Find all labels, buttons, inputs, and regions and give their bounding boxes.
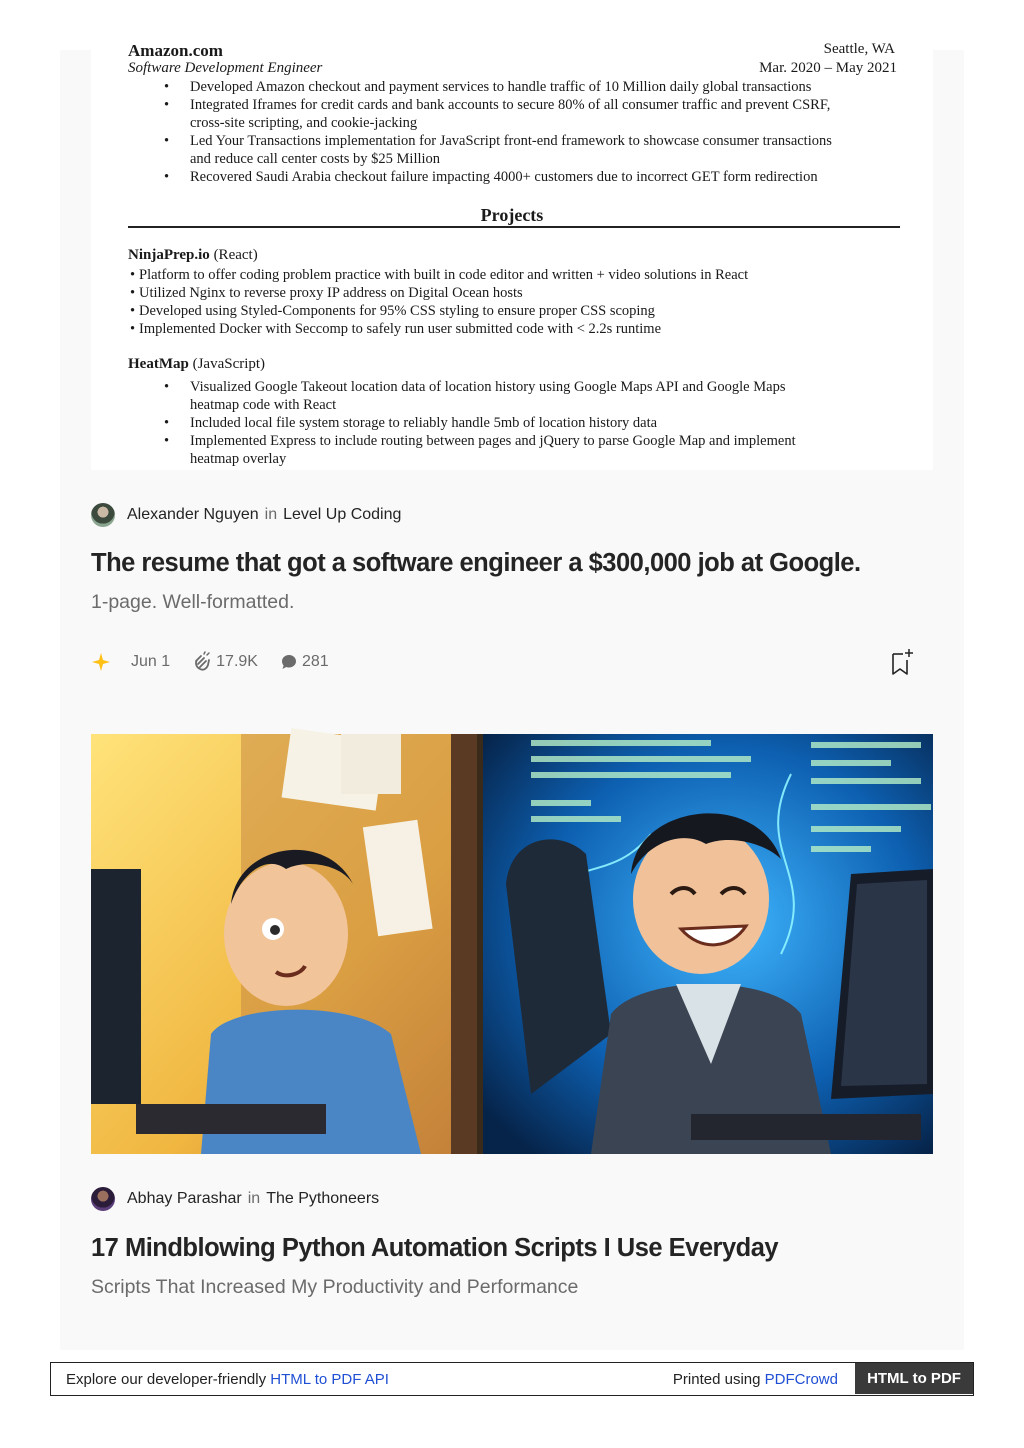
resume-preview-image[interactable] [91,41,933,470]
resume-project-bullets [91,266,933,338]
resume-bullet-continuation: and reduce call center costs by $25 Million [190,151,441,167]
footer-explore-text [66,1371,389,1388]
comment-icon [280,653,298,671]
publication-name[interactable]: Level Up Coding [283,506,402,523]
author-in-text: in [247,1190,261,1207]
author-name[interactable]: Abhay Parashar [127,1190,242,1207]
resume-bullet-continuation: heatmap code with React [190,397,337,413]
resume-bullet: • Implemented Express to include routing between pages and jQuery to parse Google Map and implement [128,432,928,450]
footer-explore-label: Explore our developer-friendly [66,1371,271,1388]
resume-company: Amazon.com [128,41,223,60]
resume-project-title [128,247,258,264]
project-tech: (React) [209,247,258,263]
resume-project-title [128,356,265,373]
article-stats-row [91,650,351,674]
claps-count[interactable] [192,652,258,672]
project-name: HeatMap [128,356,189,372]
clap-icon [192,652,212,672]
member-star-icon [91,652,111,672]
resume-section-heading: Projects [480,205,544,225]
author-name[interactable]: Alexander Nguyen [127,506,259,523]
resume-bullet: • Platform to offer coding problem practice with built in code editor and written + video solutions in React [91,266,933,284]
author-in-text: in [264,506,278,523]
resume-bullet: • Integrated Iframes for credit cards and bank accounts to secure 80% of all consumer traffic and prevent CSRF, [128,96,928,114]
resume-bullet: • Developed Amazon checkout and payment services to handle traffic of 10 Million daily global transactions [128,78,928,96]
footer-printed-label: Printed using [672,1371,765,1388]
html-to-pdf-api-link[interactable]: HTML to PDF API [270,1371,389,1388]
article-title[interactable]: The resume that got a software engineer a $300,000 job at Google. [91,549,861,577]
resume-bullet: • Implemented Docker with Seccomp to safely run user submitted code with < 2.2s runtime [91,320,933,338]
resume-location: Seattle, WA [823,41,895,57]
comments-value: 281 [301,653,329,670]
resume-bullet-continuation: heatmap overlay [190,451,287,467]
bookmark-add-icon[interactable] [890,648,914,676]
article-title[interactable]: 17 Mindblowing Python Automation Scripts I Use Everyday [91,1234,779,1262]
article-subtitle[interactable]: Scripts That Increased My Productivity and Performance [91,1276,579,1298]
article-cover-illustration[interactable] [91,734,933,1154]
article-date: Jun 1 [131,653,171,670]
project-name: NinjaPrep.io [128,247,210,263]
resume-section-rule [128,226,900,228]
resume-bullet: • Developed using Styled-Components for 95% CSS styling to ensure proper CSS scoping [91,302,933,320]
article-author-row [91,502,401,528]
resume-bullet: • Utilized Nginx to reverse proxy IP address on Digital Ocean hosts [91,284,933,302]
footer-printed-text [673,1371,838,1388]
project-tech: (JavaScript) [188,356,266,372]
resume-role: Software Development Engineer [128,60,323,76]
article-subtitle[interactable]: 1-page. Well-formatted. [91,591,295,613]
resume-dates: Mar. 2020 – May 2021 [759,60,897,76]
html-to-pdf-button[interactable]: HTML to PDF [855,1363,973,1394]
publication-name[interactable]: The Pythoneers [266,1190,380,1207]
resume-project-bullets [128,378,928,468]
resume-bullet: • Recovered Saudi Arabia checkout failure impacting 4000+ customers due to incorrect GET form redirection [128,168,928,186]
pdfcrowd-footer-banner [50,1362,974,1396]
resume-experience-bullets [128,78,928,186]
resume-bullet-continuation: cross-site scripting, and cookie-jacking [190,115,418,131]
comments-count[interactable] [280,653,329,671]
claps-value: 17.9K [216,653,258,670]
pdfcrowd-link[interactable]: PDFCrowd [764,1371,838,1388]
resume-bullet: • Included local file system storage to reliably handle 5mb of location history data [128,414,928,432]
author-avatar[interactable] [91,1187,115,1211]
author-avatar[interactable] [91,503,115,527]
article-author-row [91,1186,379,1212]
resume-bullet: • Visualized Google Takeout location data of location history using Google Maps API and Google Maps [128,378,928,396]
resume-bullet: • Led Your Transactions implementation for JavaScript front-end framework to showcase consumer transactions [128,132,928,150]
